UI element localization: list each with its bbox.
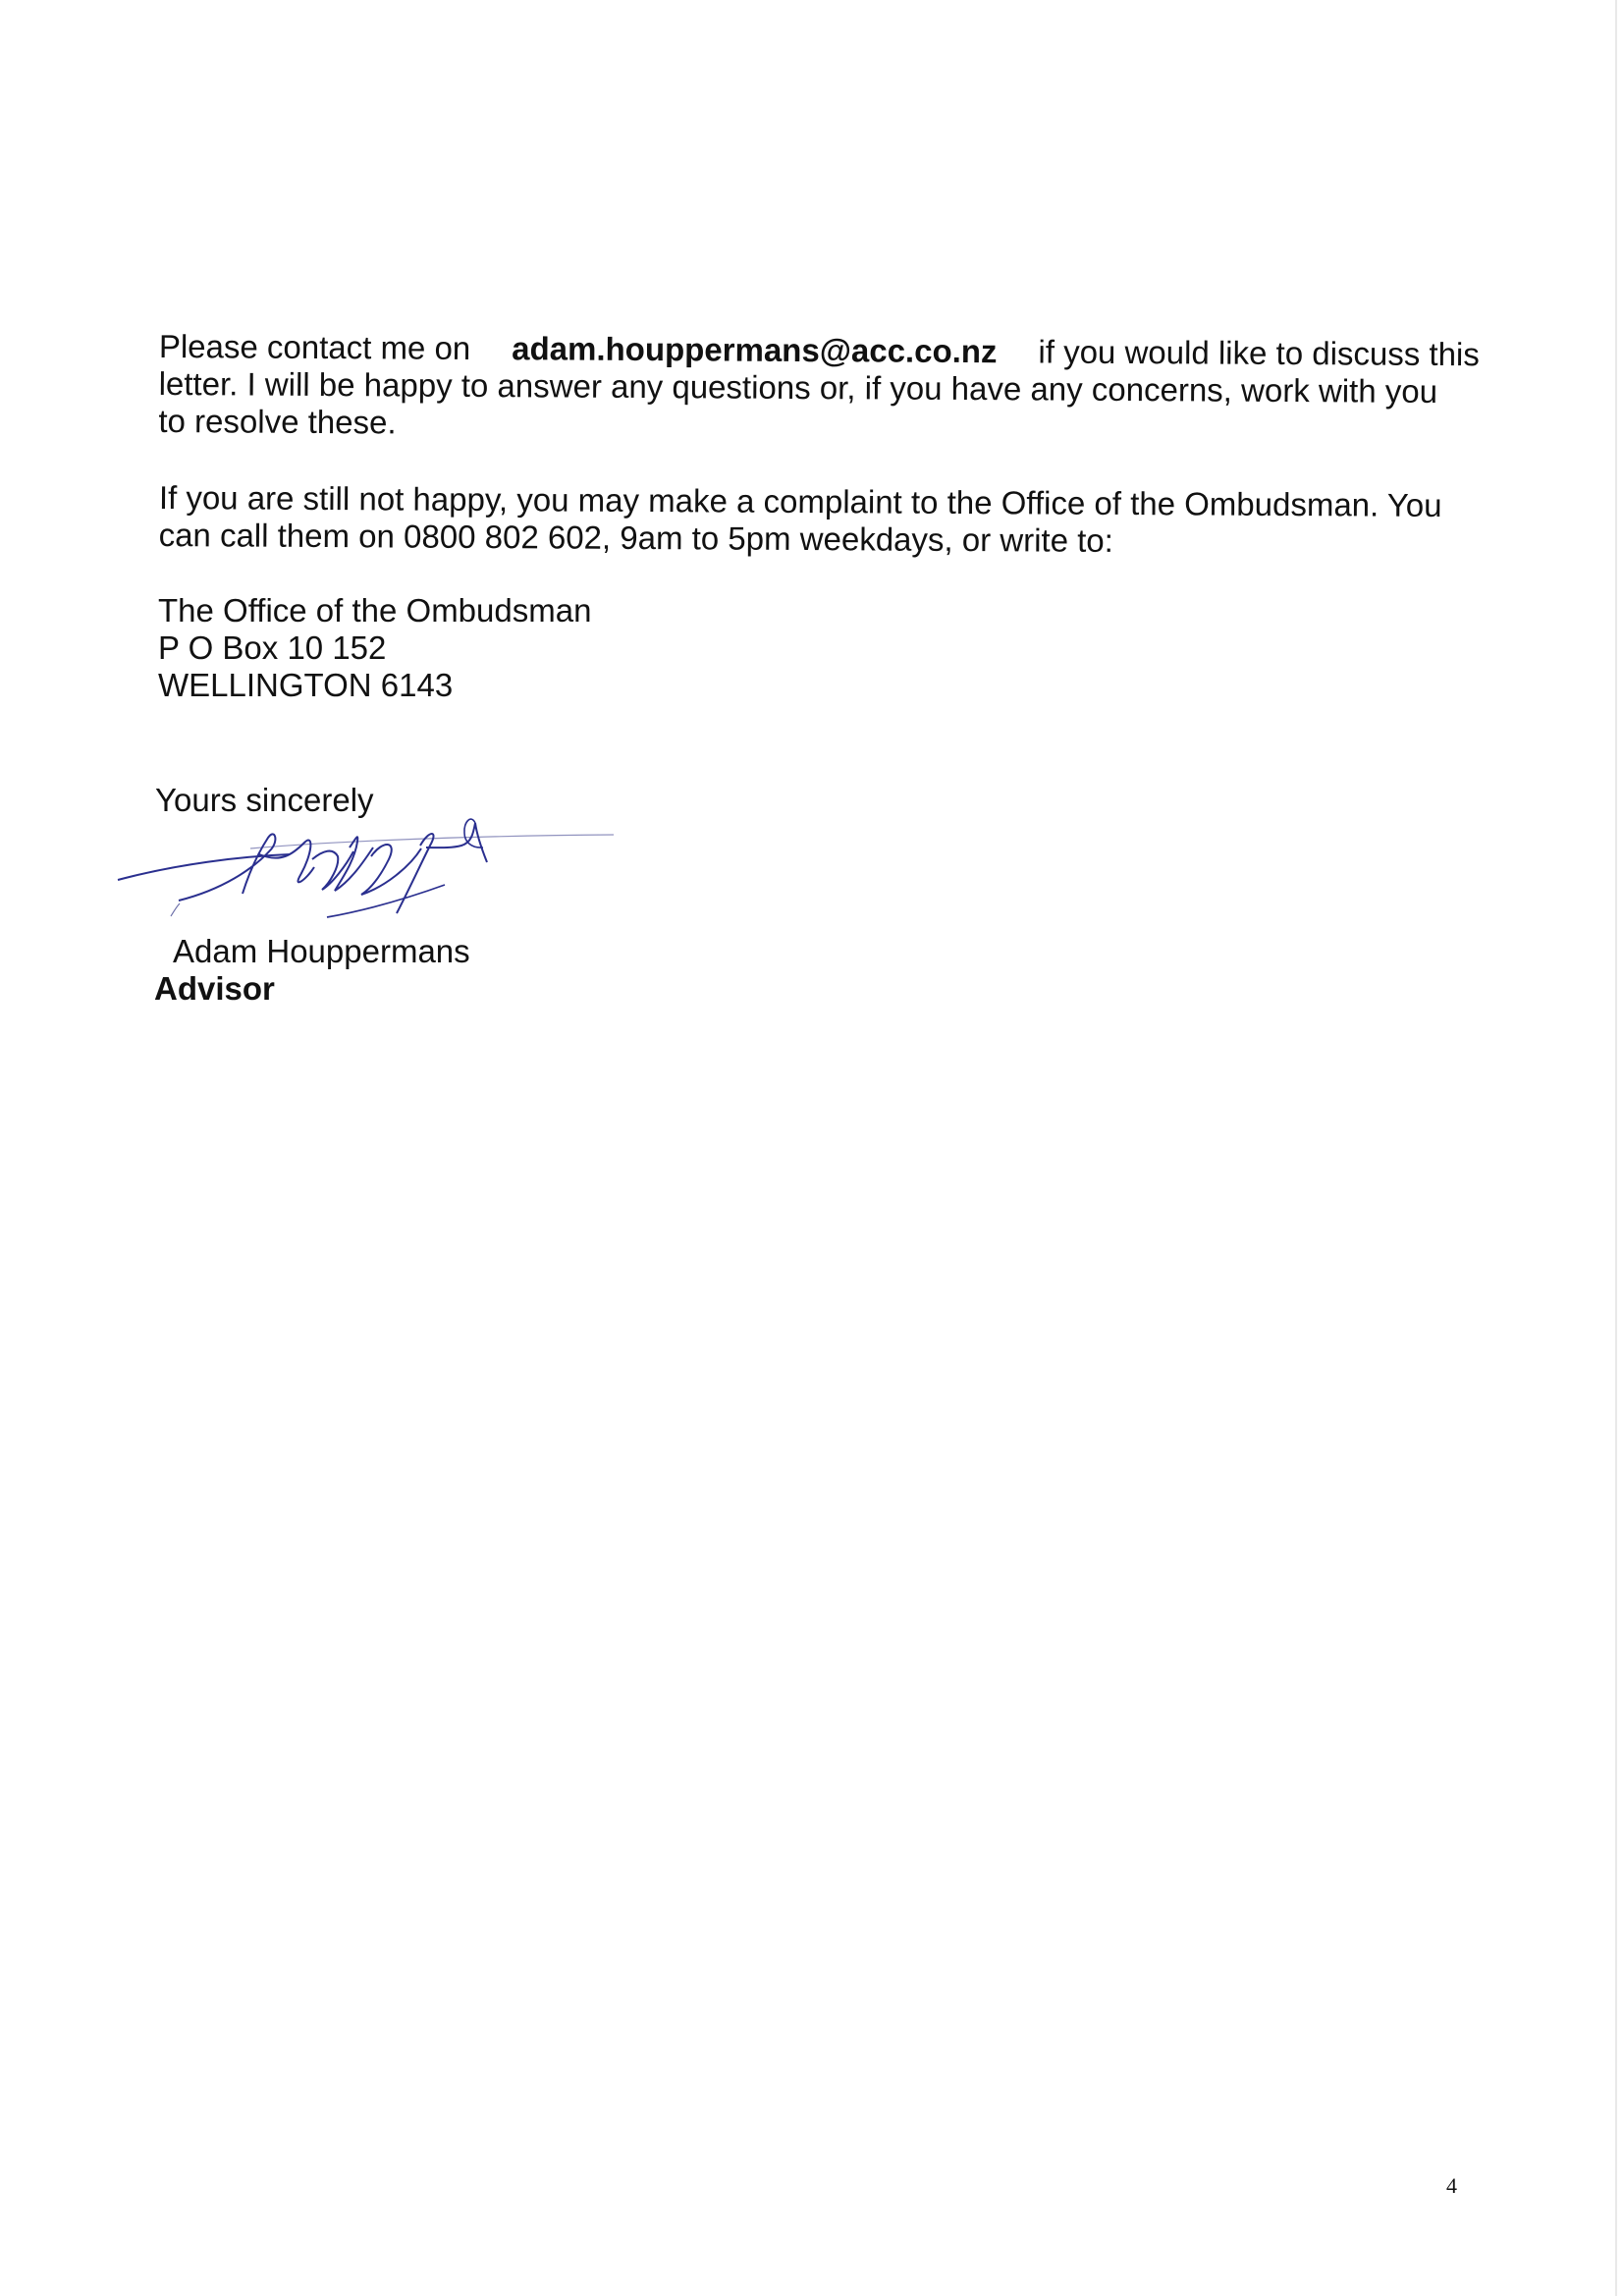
contact-line-1-end: if you would like to discuss this <box>1038 333 1480 373</box>
contact-line-3: to resolve these. <box>158 402 397 441</box>
signer-name: Adam Houppermans <box>173 933 470 969</box>
ombudsman-line-1: If you are still not happy, you may make a complaint to the Office of the Ombudsman. You <box>158 479 1442 523</box>
address-name: The Office of the Ombudsman <box>158 592 592 629</box>
contact-line-1-start: Please contact me on <box>158 328 471 366</box>
ombudsman-paragraph <box>159 479 1480 562</box>
contact-email-link[interactable]: adam.houppermans@acc.co.nz <box>512 330 998 370</box>
address-city: WELLINGTON 6143 <box>158 667 454 703</box>
contact-line-2: letter. I will be happy to answer any questions or, if you have any concerns, work with you <box>158 364 1438 410</box>
signer-title: Advisor <box>154 970 275 1007</box>
handwritten-signature <box>108 810 619 943</box>
page-number: 4 <box>1446 2173 1457 2198</box>
contact-paragraph <box>158 328 1480 448</box>
ombudsman-address <box>158 592 591 704</box>
ombudsman-line-2: can call them on 0800 802 602, 9am to 5pm weekdays, or write to: <box>158 516 1113 559</box>
address-box: P O Box 10 152 <box>158 629 387 666</box>
page-edge <box>1615 0 1617 2296</box>
closing: Yours sincerely <box>155 782 374 818</box>
